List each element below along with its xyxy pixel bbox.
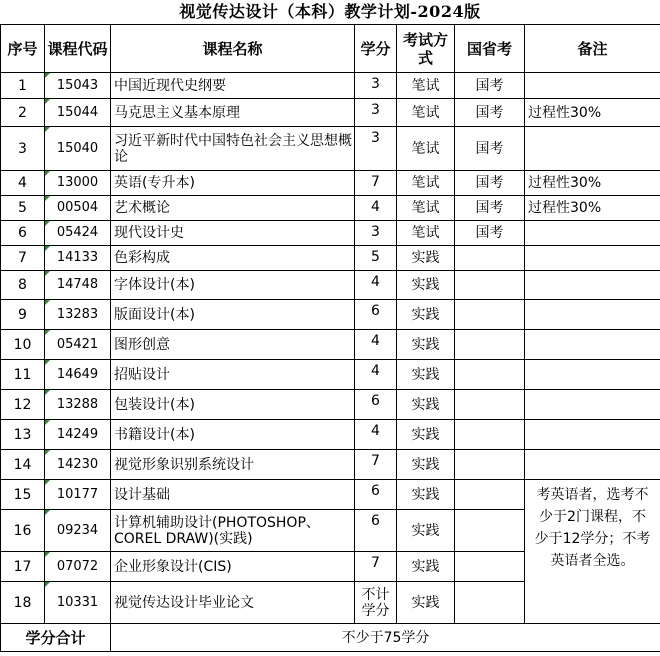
row-credit: 3 bbox=[355, 99, 397, 127]
row-note: 过程性30% bbox=[525, 99, 660, 127]
row-code: 10177 bbox=[45, 480, 111, 510]
row-exam-type: 实践 bbox=[397, 330, 455, 360]
row-credit: 3 bbox=[355, 127, 397, 171]
row-exam-type: 实践 bbox=[397, 552, 455, 582]
row-seq: 3 bbox=[1, 127, 45, 171]
row-exam-type: 笔试 bbox=[397, 221, 455, 246]
header-code: 课程代码 bbox=[45, 25, 111, 73]
row-code: 13288 bbox=[45, 390, 111, 420]
row-note bbox=[525, 420, 660, 450]
row-exam-type: 实践 bbox=[397, 300, 455, 330]
row-level bbox=[455, 360, 525, 390]
row-exam-type: 实践 bbox=[397, 510, 455, 552]
row-level bbox=[455, 330, 525, 360]
row-seq: 5 bbox=[1, 196, 45, 221]
table-row bbox=[1, 127, 660, 171]
row-credit: 7 bbox=[355, 450, 397, 480]
row-code: 14230 bbox=[45, 450, 111, 480]
row-exam-type: 实践 bbox=[397, 390, 455, 420]
table-row bbox=[1, 271, 660, 300]
table-row bbox=[1, 390, 660, 420]
row-credit: 3 bbox=[355, 73, 397, 99]
row-name: 马克思主义基本原理 bbox=[111, 99, 355, 127]
row-seq: 1 bbox=[1, 73, 45, 99]
header-seq: 序号 bbox=[1, 25, 45, 73]
row-level bbox=[455, 246, 525, 271]
row-seq: 13 bbox=[1, 420, 45, 450]
row-credit: 4 bbox=[355, 271, 397, 300]
row-level bbox=[455, 450, 525, 480]
table-row bbox=[1, 221, 660, 246]
row-name: 书籍设计(本) bbox=[111, 420, 355, 450]
row-seq: 7 bbox=[1, 246, 45, 271]
table-row bbox=[1, 171, 660, 196]
row-level bbox=[455, 271, 525, 300]
table-row bbox=[1, 99, 660, 127]
row-credit: 6 bbox=[355, 510, 397, 552]
row-code: 00504 bbox=[45, 196, 111, 221]
row-code: 14649 bbox=[45, 360, 111, 390]
row-exam-type: 笔试 bbox=[397, 171, 455, 196]
row-level: 国考 bbox=[455, 221, 525, 246]
row-note bbox=[525, 73, 660, 99]
row-exam-type: 笔试 bbox=[397, 127, 455, 171]
row-name: 计算机辅助设计(PHOTOSHOP、COREL DRAW)(实践) bbox=[111, 510, 355, 552]
row-credit: 6 bbox=[355, 480, 397, 510]
total-value: 不少于75学分 bbox=[111, 624, 660, 652]
row-seq: 10 bbox=[1, 330, 45, 360]
row-credit: 不计学分 bbox=[355, 582, 397, 624]
row-seq: 17 bbox=[1, 552, 45, 582]
row-level bbox=[455, 390, 525, 420]
row-exam-type: 笔试 bbox=[397, 196, 455, 221]
table-row bbox=[1, 73, 660, 99]
row-level: 国考 bbox=[455, 73, 525, 99]
row-code: 13000 bbox=[45, 171, 111, 196]
row-code: 15044 bbox=[45, 99, 111, 127]
row-note bbox=[525, 271, 660, 300]
row-note bbox=[525, 360, 660, 390]
row-name: 版面设计(本) bbox=[111, 300, 355, 330]
header-credit: 学分 bbox=[355, 25, 397, 73]
row-seq: 6 bbox=[1, 221, 45, 246]
row-seq: 9 bbox=[1, 300, 45, 330]
row-exam-type: 实践 bbox=[397, 246, 455, 271]
row-name: 包装设计(本) bbox=[111, 390, 355, 420]
row-name: 英语(专升本) bbox=[111, 171, 355, 196]
table-row bbox=[1, 330, 660, 360]
table-row bbox=[1, 300, 660, 330]
row-level: 国考 bbox=[455, 127, 525, 171]
row-seq: 15 bbox=[1, 480, 45, 510]
row-level: 国考 bbox=[455, 196, 525, 221]
row-exam-type: 实践 bbox=[397, 582, 455, 624]
row-name: 企业形象设计(CIS) bbox=[111, 552, 355, 582]
table-row bbox=[1, 360, 660, 390]
row-note: 过程性30% bbox=[525, 171, 660, 196]
row-code: 15043 bbox=[45, 73, 111, 99]
row-level bbox=[455, 300, 525, 330]
row-code: 14133 bbox=[45, 246, 111, 271]
row-note bbox=[525, 330, 660, 360]
row-name: 习近平新时代中国特色社会主义思想概论 bbox=[111, 127, 355, 171]
row-seq: 16 bbox=[1, 510, 45, 552]
table-row bbox=[1, 246, 660, 271]
row-credit: 4 bbox=[355, 196, 397, 221]
row-exam-type: 实践 bbox=[397, 480, 455, 510]
row-note bbox=[525, 246, 660, 271]
row-exam-type: 笔试 bbox=[397, 99, 455, 127]
row-note bbox=[525, 450, 660, 480]
row-level bbox=[455, 480, 525, 510]
row-exam-type: 实践 bbox=[397, 420, 455, 450]
row-exam-type: 笔试 bbox=[397, 73, 455, 99]
row-credit: 6 bbox=[355, 390, 397, 420]
row-name: 字体设计(本) bbox=[111, 271, 355, 300]
row-exam-type: 实践 bbox=[397, 450, 455, 480]
table-row bbox=[1, 420, 660, 450]
row-level: 国考 bbox=[455, 99, 525, 127]
row-note: 过程性30% bbox=[525, 196, 660, 221]
row-seq: 2 bbox=[1, 99, 45, 127]
row-name: 图形创意 bbox=[111, 330, 355, 360]
header-note: 备注 bbox=[525, 25, 660, 73]
row-code: 10331 bbox=[45, 582, 111, 624]
row-seq: 4 bbox=[1, 171, 45, 196]
row-code: 14249 bbox=[45, 420, 111, 450]
row-exam-type: 实践 bbox=[397, 360, 455, 390]
row-name: 视觉传达设计毕业论文 bbox=[111, 582, 355, 624]
row-note bbox=[525, 221, 660, 246]
row-credit: 5 bbox=[355, 246, 397, 271]
row-level bbox=[455, 552, 525, 582]
row-name: 色彩构成 bbox=[111, 246, 355, 271]
header-exam-type: 考试方式 bbox=[397, 25, 455, 73]
row-code: 13283 bbox=[45, 300, 111, 330]
row-name: 招贴设计 bbox=[111, 360, 355, 390]
total-label: 学分合计 bbox=[1, 624, 111, 652]
row-credit: 7 bbox=[355, 552, 397, 582]
header-level: 国省考 bbox=[455, 25, 525, 73]
row-name: 艺术概论 bbox=[111, 196, 355, 221]
row-seq: 8 bbox=[1, 271, 45, 300]
curriculum-table bbox=[0, 24, 660, 652]
table-row bbox=[1, 450, 660, 480]
row-code: 15040 bbox=[45, 127, 111, 171]
header-name: 课程名称 bbox=[111, 25, 355, 73]
row-note bbox=[525, 390, 660, 420]
row-exam-type: 实践 bbox=[397, 271, 455, 300]
document-title: 视觉传达设计（本科）教学计划-2024版 bbox=[179, 2, 481, 21]
row-code: 07072 bbox=[45, 552, 111, 582]
row-code: 14748 bbox=[45, 271, 111, 300]
row-credit: 4 bbox=[355, 360, 397, 390]
row-level bbox=[455, 582, 525, 624]
row-level bbox=[455, 510, 525, 552]
row-name: 设计基础 bbox=[111, 480, 355, 510]
row-name: 视觉形象识别系统设计 bbox=[111, 450, 355, 480]
elective-note: 考英语者，选考不少于2门课程，不少于12学分；不考英语者全选。 bbox=[525, 480, 660, 624]
row-level bbox=[455, 420, 525, 450]
row-name: 现代设计史 bbox=[111, 221, 355, 246]
row-credit: 7 bbox=[355, 171, 397, 196]
row-credit: 4 bbox=[355, 330, 397, 360]
row-seq: 11 bbox=[1, 360, 45, 390]
row-note bbox=[525, 127, 660, 171]
row-name: 中国近现代史纲要 bbox=[111, 73, 355, 99]
row-code: 05421 bbox=[45, 330, 111, 360]
table-row bbox=[1, 480, 660, 510]
row-credit: 6 bbox=[355, 300, 397, 330]
row-seq: 12 bbox=[1, 390, 45, 420]
row-credit: 3 bbox=[355, 221, 397, 246]
row-credit: 4 bbox=[355, 420, 397, 450]
row-seq: 18 bbox=[1, 582, 45, 624]
row-code: 09234 bbox=[45, 510, 111, 552]
row-note bbox=[525, 300, 660, 330]
table-row bbox=[1, 196, 660, 221]
total-row bbox=[1, 624, 660, 652]
header-row bbox=[1, 25, 660, 73]
row-code: 05424 bbox=[45, 221, 111, 246]
row-seq: 14 bbox=[1, 450, 45, 480]
row-level: 国考 bbox=[455, 171, 525, 196]
